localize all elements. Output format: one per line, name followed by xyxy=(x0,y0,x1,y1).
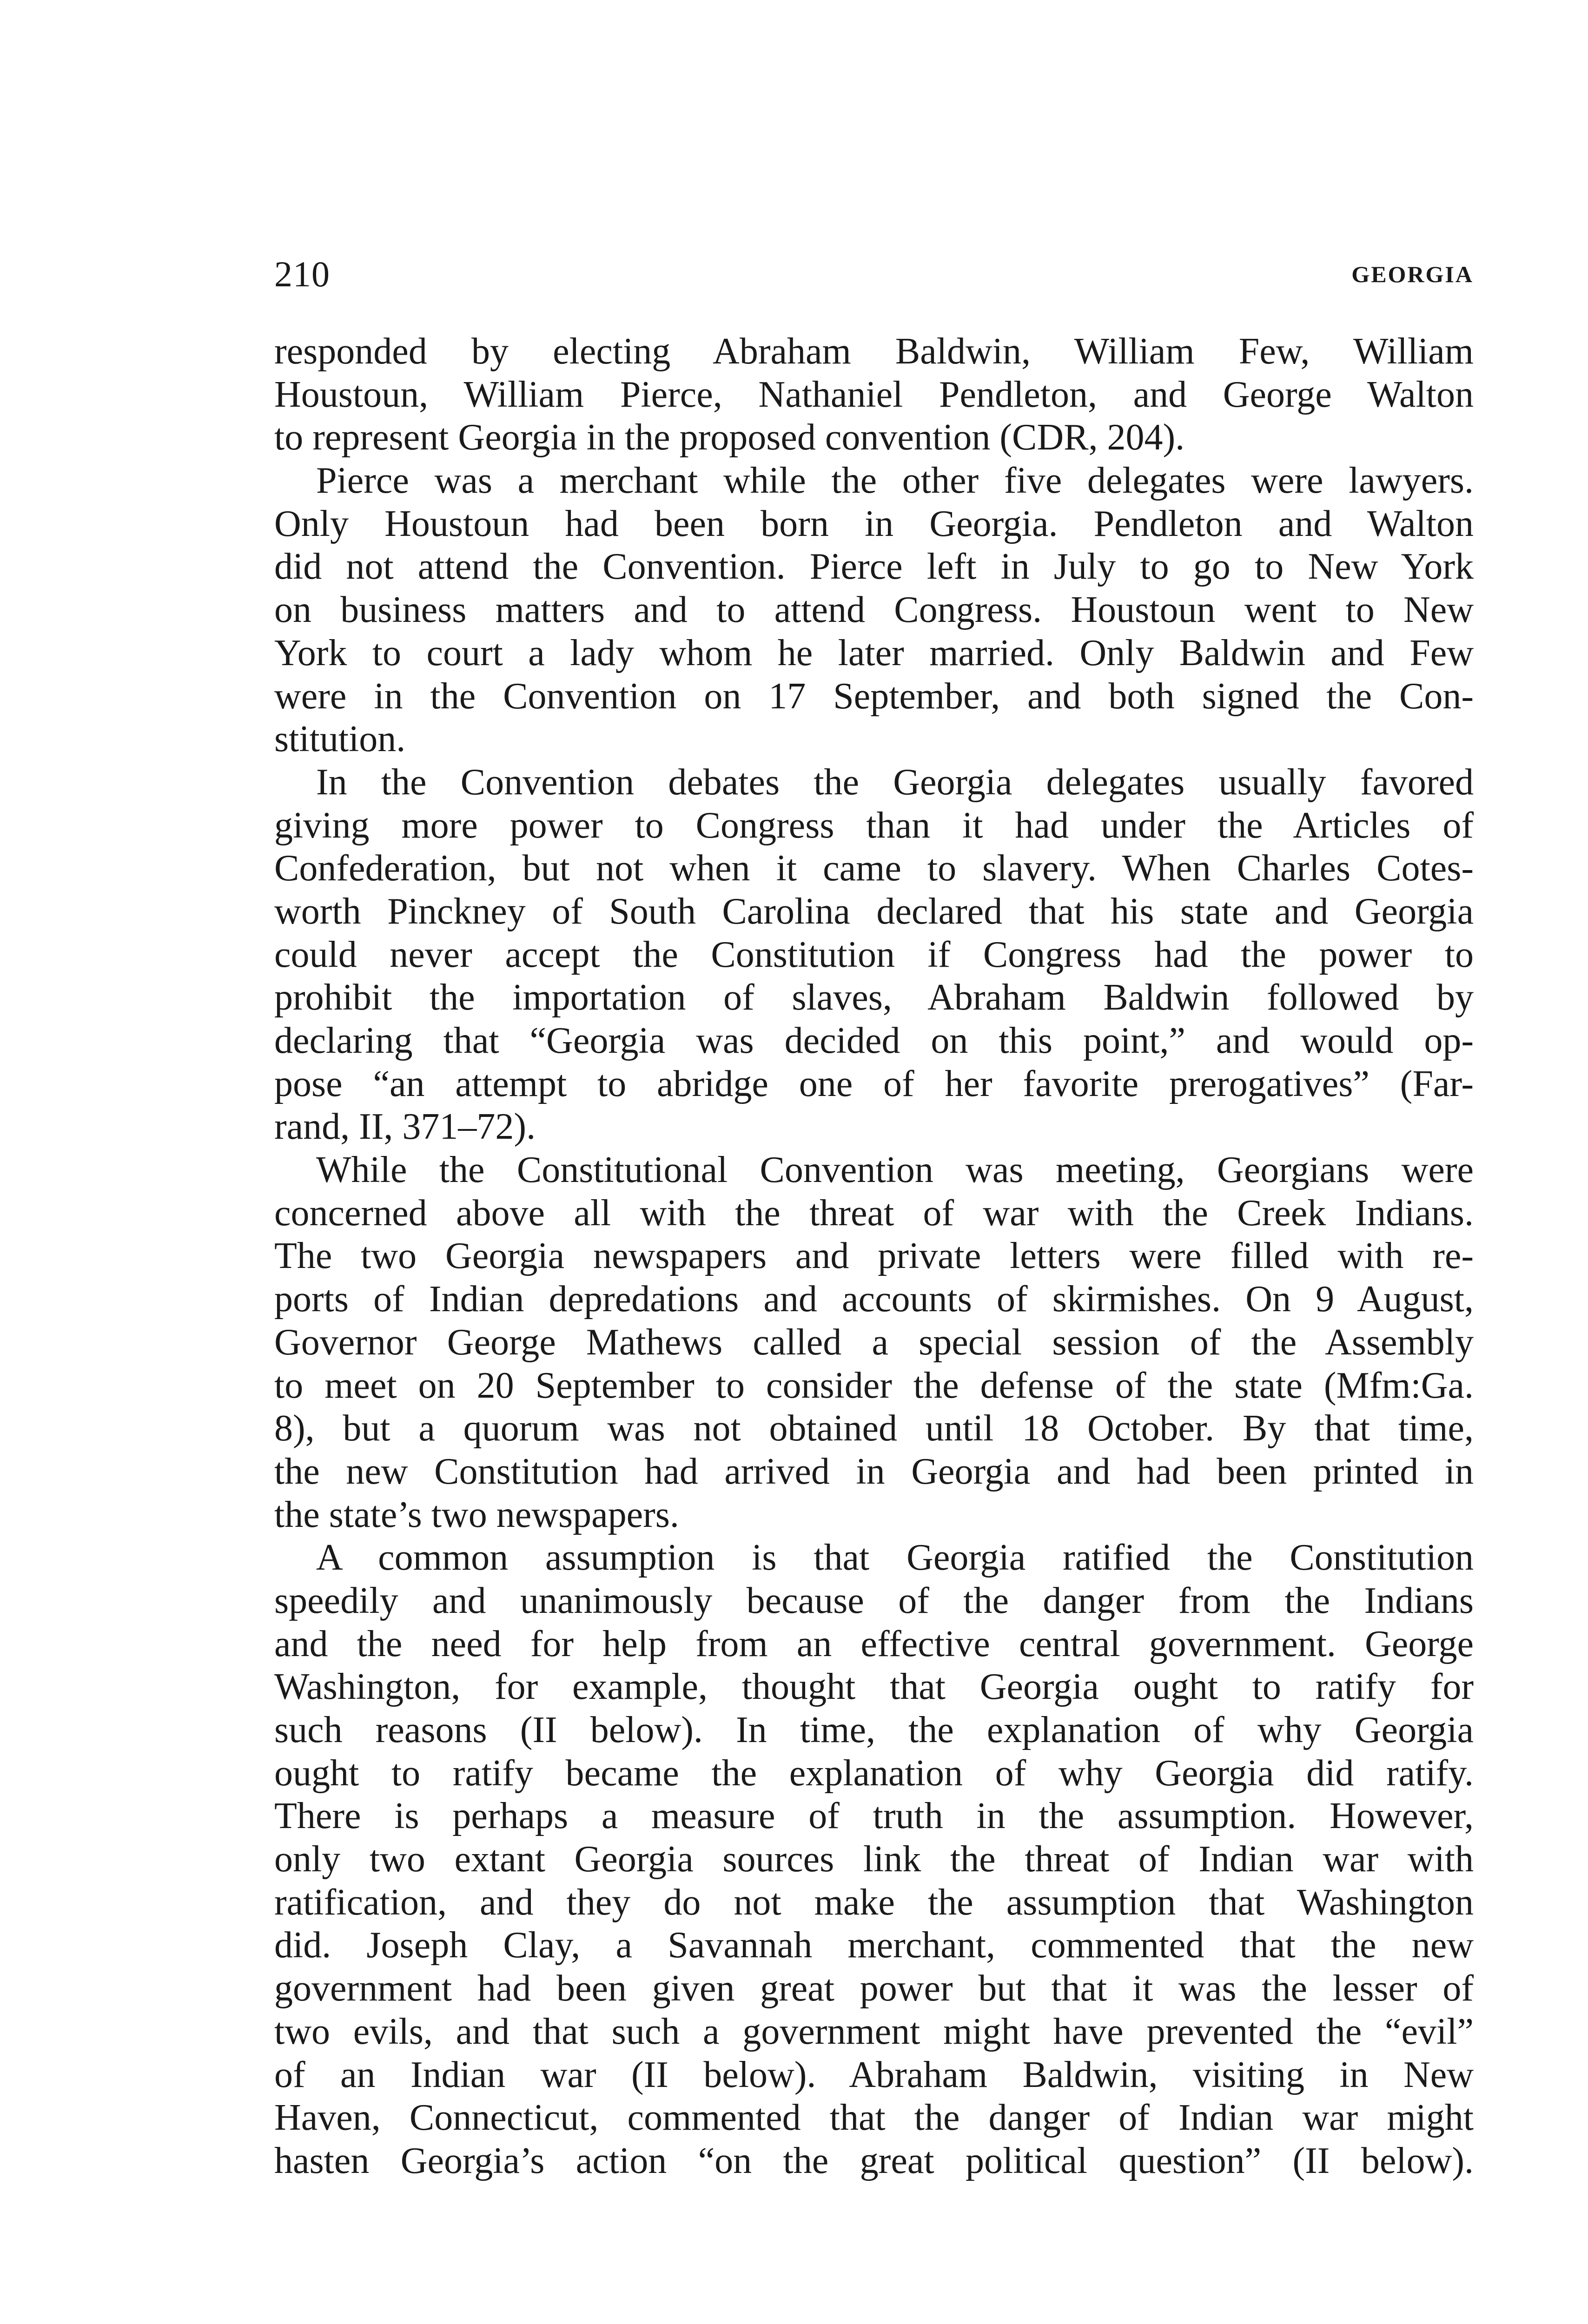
text-line: stitution. xyxy=(274,719,406,760)
text-line: to meet on 20 September to consider the defense of the state (Mfm:Ga. xyxy=(274,1365,1474,1406)
paragraph xyxy=(274,330,1474,459)
text-line: Washington, for example, thought that Georgia ought to ratify for xyxy=(274,1666,1474,1708)
text-line: While the Constitutional Convention was meeting, Georgians were xyxy=(316,1149,1474,1191)
text-line: rand, II, 371–72). xyxy=(274,1106,536,1148)
text-line: There is perhaps a measure of truth in the assumption. However, xyxy=(274,1796,1474,1837)
page-number: 210 xyxy=(274,254,330,294)
text-line: 8), but a quorum was not obtained until 18 October. By that time, xyxy=(274,1408,1474,1449)
text-line: government had been given great power but that it was the lesser of xyxy=(274,1968,1474,2009)
text-line: prohibit the importation of slaves, Abraham Baldwin followed by xyxy=(274,977,1474,1018)
text-line: were in the Convention on 17 September, and both signed the Con- xyxy=(274,675,1474,717)
text-line: did not attend the Convention. Pierce left in July to go to New York xyxy=(274,546,1474,588)
text-line: two evils, and that such a government might have prevented the “evil” xyxy=(274,2011,1474,2052)
text-line: York to court a lady whom he later married. Only Baldwin and Few xyxy=(274,632,1474,673)
text-line: could never accept the Constitution if Congress had the power to xyxy=(274,934,1474,975)
text-line: such reasons (II below). In time, the explanation of why Georgia xyxy=(274,1710,1474,1750)
text-line: giving more power to Congress than it had under the Articles of xyxy=(274,805,1474,846)
text-line: to represent Georgia in the proposed convention (CDR, 204). xyxy=(274,417,1185,458)
text-line: of an Indian war (II below). Abraham Baldwin, visiting in New xyxy=(274,2054,1474,2095)
text-line: hasten Georgia’s action “on the great political question” (II below). xyxy=(274,2140,1474,2181)
paragraph xyxy=(274,459,1474,761)
text-line: Houstoun, William Pierce, Nathaniel Pendleton, and George Walton xyxy=(274,374,1474,415)
text-line: did. Joseph Clay, a Savannah merchant, commented that the new xyxy=(274,1925,1474,1966)
text-line: The two Georgia newspapers and private letters were filled with re- xyxy=(274,1235,1474,1277)
text-line: on business matters and to attend Congress. Houstoun went to New xyxy=(274,589,1474,631)
text-line: Haven, Connecticut, commented that the danger of Indian war might xyxy=(274,2097,1474,2139)
text-line: Only Houstoun had been born in Georgia. Pendleton and Walton xyxy=(274,503,1474,544)
paragraph xyxy=(274,761,1474,1149)
text-line: Confederation, but not when it came to slavery. When Charles Cotes- xyxy=(274,848,1474,889)
text-line: only two extant Georgia sources link the threat of Indian war with xyxy=(274,1839,1474,1880)
paragraph xyxy=(274,1536,1474,2182)
body-text xyxy=(274,330,1474,2183)
text-line: In the Convention debates the Georgia delegates usually favored xyxy=(316,761,1474,803)
text-line: the new Constitution had arrived in Georgia and had been printed in xyxy=(274,1451,1474,1492)
page-header xyxy=(274,249,1474,300)
text-line: responded by electing Abraham Baldwin, William Few, William xyxy=(274,331,1474,372)
text-line: ought to ratify became the explanation of why Georgia did ratify. xyxy=(274,1752,1474,1794)
text-line: concerned above all with the threat of war with the Creek Indians. xyxy=(274,1192,1474,1234)
text-line: speedily and unanimously because of the danger from the Indians xyxy=(274,1580,1474,1621)
text-line: ports of Indian depredations and accounts of skirmishes. On 9 August, xyxy=(274,1279,1474,1320)
text-line: and the need for help from an effective central government. George xyxy=(274,1623,1474,1664)
text-line: Pierce was a merchant while the other five delegates were lawyers. xyxy=(316,460,1474,502)
text-line: ratification, and they do not make the assumption that Washington xyxy=(274,1882,1474,1923)
text-line: worth Pinckney of South Carolina declared that his state and Georgia xyxy=(274,891,1474,932)
paragraph xyxy=(274,1149,1474,1536)
running-head: GEORGIA xyxy=(1351,261,1474,287)
text-line: A common assumption is that Georgia ratified the Constitution xyxy=(316,1537,1474,1578)
text-line: Governor George Mathews called a special session of the Assembly xyxy=(274,1321,1474,1363)
text-line: pose “an attempt to abridge one of her favorite prerogatives” (Far- xyxy=(274,1063,1474,1104)
text-line: declaring that “Georgia was decided on this point,” and would op- xyxy=(274,1020,1474,1061)
text-line: the state’s two newspapers. xyxy=(274,1494,679,1535)
